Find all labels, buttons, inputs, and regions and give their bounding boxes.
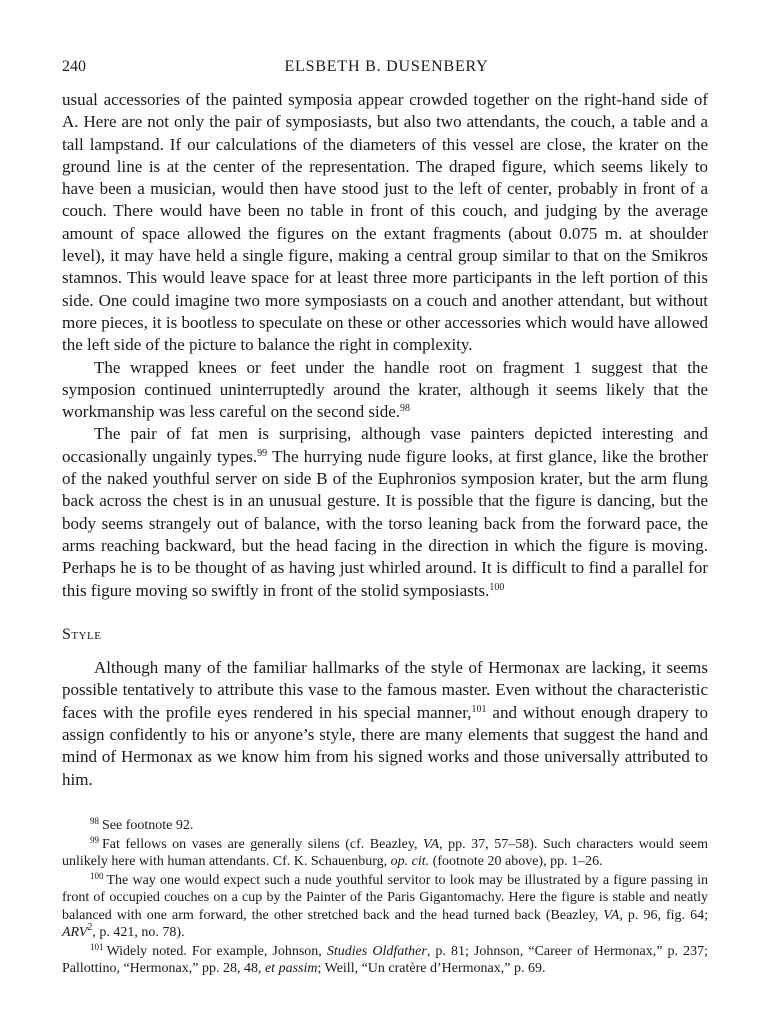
footnote-italic: ARV	[62, 925, 88, 940]
footnote-italic: VA	[603, 907, 620, 923]
paragraph-3-text-a: The pair of fat men is surprising, although vase painters depicted interesting and occasionally ungainly types.	[62, 424, 708, 466]
footnote-text: Widely noted. For example, Johnson,	[106, 943, 327, 959]
footnote-101	[62, 943, 708, 978]
footnote-number: 101	[90, 941, 104, 952]
footnote-98	[62, 817, 708, 835]
footnote-text: The way one would expect such a nude youthful servitor to look may be illustrated by a figure passing in front of occupied couches on a cup by the Painter of the Paris Gigantomachy. Here the figure is stable and neatly balanced with one arm forward, the other stretched back and the head turned back (Beazley,	[62, 872, 708, 923]
footnote-number: 99	[90, 834, 99, 845]
paragraph-4-text-b: and without enough drapery to assign confidently to his or anyone’s style, there are many elements that suggest the hand and mind of Hermonax as we know him from his signed works and those universally attributed to him.	[62, 702, 708, 789]
footnote-ref-99: 99	[257, 447, 268, 459]
footnote-text: ; Weill, “Un cratère d’Hermonax,” p. 69.	[317, 961, 546, 976]
footnote-ref-98: 98	[400, 403, 411, 415]
page-header	[62, 58, 711, 80]
footnote-100	[62, 872, 708, 942]
paragraph-4-text-a: Although many of the familiar hallmarks of the style of Hermonax are lacking, it seems possible tentatively to attribute this vase to the famous master. Even without the characteristic faces with the profile eyes rendered in his special manner,	[62, 658, 708, 722]
paragraph-2	[62, 357, 708, 424]
footnote-number: 100	[90, 870, 104, 881]
paragraph-2-text: The wrapped knees or feet under the handle root on fragment 1 suggest that the symposion continued uninterruptedly around the krater, although it seems likely that the workmanship was less careful on the second side.	[62, 357, 708, 422]
footnote-text: See footnote 92.	[102, 818, 194, 833]
footnote-number: 98	[90, 816, 99, 826]
footnote-text: , p. 421, no. 78).	[92, 925, 185, 940]
paragraph-3	[62, 423, 708, 601]
footnote-italic: Studies Oldfather	[326, 943, 427, 959]
footnote-text: (footnote 20 above), pp. 1–26.	[429, 854, 603, 869]
footnote-ref-101: 101	[471, 703, 487, 715]
footnote-text: Fat fellows on vases are generally silens (cf. Beazley,	[102, 836, 424, 852]
footnote-superscript: 2	[87, 922, 93, 933]
footnote-italic: op. cit.	[390, 854, 430, 869]
footnote-ref-100: 100	[489, 581, 505, 593]
footnote-99	[62, 836, 708, 871]
section-heading-style: Style	[62, 625, 102, 643]
paragraph-1: usual accessories of the painted symposia appear crowded together on the right-hand side of A. Here are not only the pair of symposiasts, but also two attendants, the couch, a table and a tall lampstand. If our calculations of the diameters of this vessel are close, the krater on the ground line is at the center of the representation. The draped figure, which seems likely to have been a musician, would then have stood just to the left of center, probably in front of a couch. There would have been no table in front of this couch, and judging by the average amount of space allowed the figures on the extant fragments (about 0.075 m. at shoulder level), it may have held a single figure, making a central group similar to that on the Smikros stamnos. This would leave space for at least three more participants in the left portion of this side. One could imagine two more symposiasts on a couch and another attendant, but without more pieces, it is bootless to speculate on these or other accessories which would have allowed the left side of the picture to balance the right in complexity.	[62, 90, 708, 355]
body-text	[62, 89, 708, 791]
paragraph-3-text-b: The hurrying nude figure looks, at first glance, like the brother of the naked youthful server on side B of the Euphronios symposion krater, but the arm flung back across the chest is in an unusual gesture. It is possible that the figure is dancing, but the body seems strangely out of balance, with the torso leaning back from the forward pace, the arms reaching backward, but the head facing in the direction in which the figure is moving. Perhaps he is to be thought of as having just whirled around. It is difficult to find a parallel for this figure moving so swiftly in front of the stolid symposiasts.	[62, 446, 709, 600]
paragraph-4	[62, 657, 708, 791]
footnote-text: , pp. 37, 57–58). Such characters would seem unlikely here with human attendants. Cf. K. Schauenburg,	[62, 836, 708, 869]
footnote-text: , p. 96, fig. 64;	[619, 907, 708, 923]
footnote-text: , p. 81; Johnson, “Career of Hermonax,” p. 237; Pallottino, “Hermonax,” pp. 28, 48,	[62, 943, 708, 976]
footnote-italic: et passim	[264, 961, 318, 976]
footnote-italic: VA	[423, 836, 440, 852]
page-number: 240	[62, 58, 86, 75]
footnotes	[62, 817, 708, 979]
running-head: ELSBETH B. DUSENBERY	[284, 58, 489, 75]
